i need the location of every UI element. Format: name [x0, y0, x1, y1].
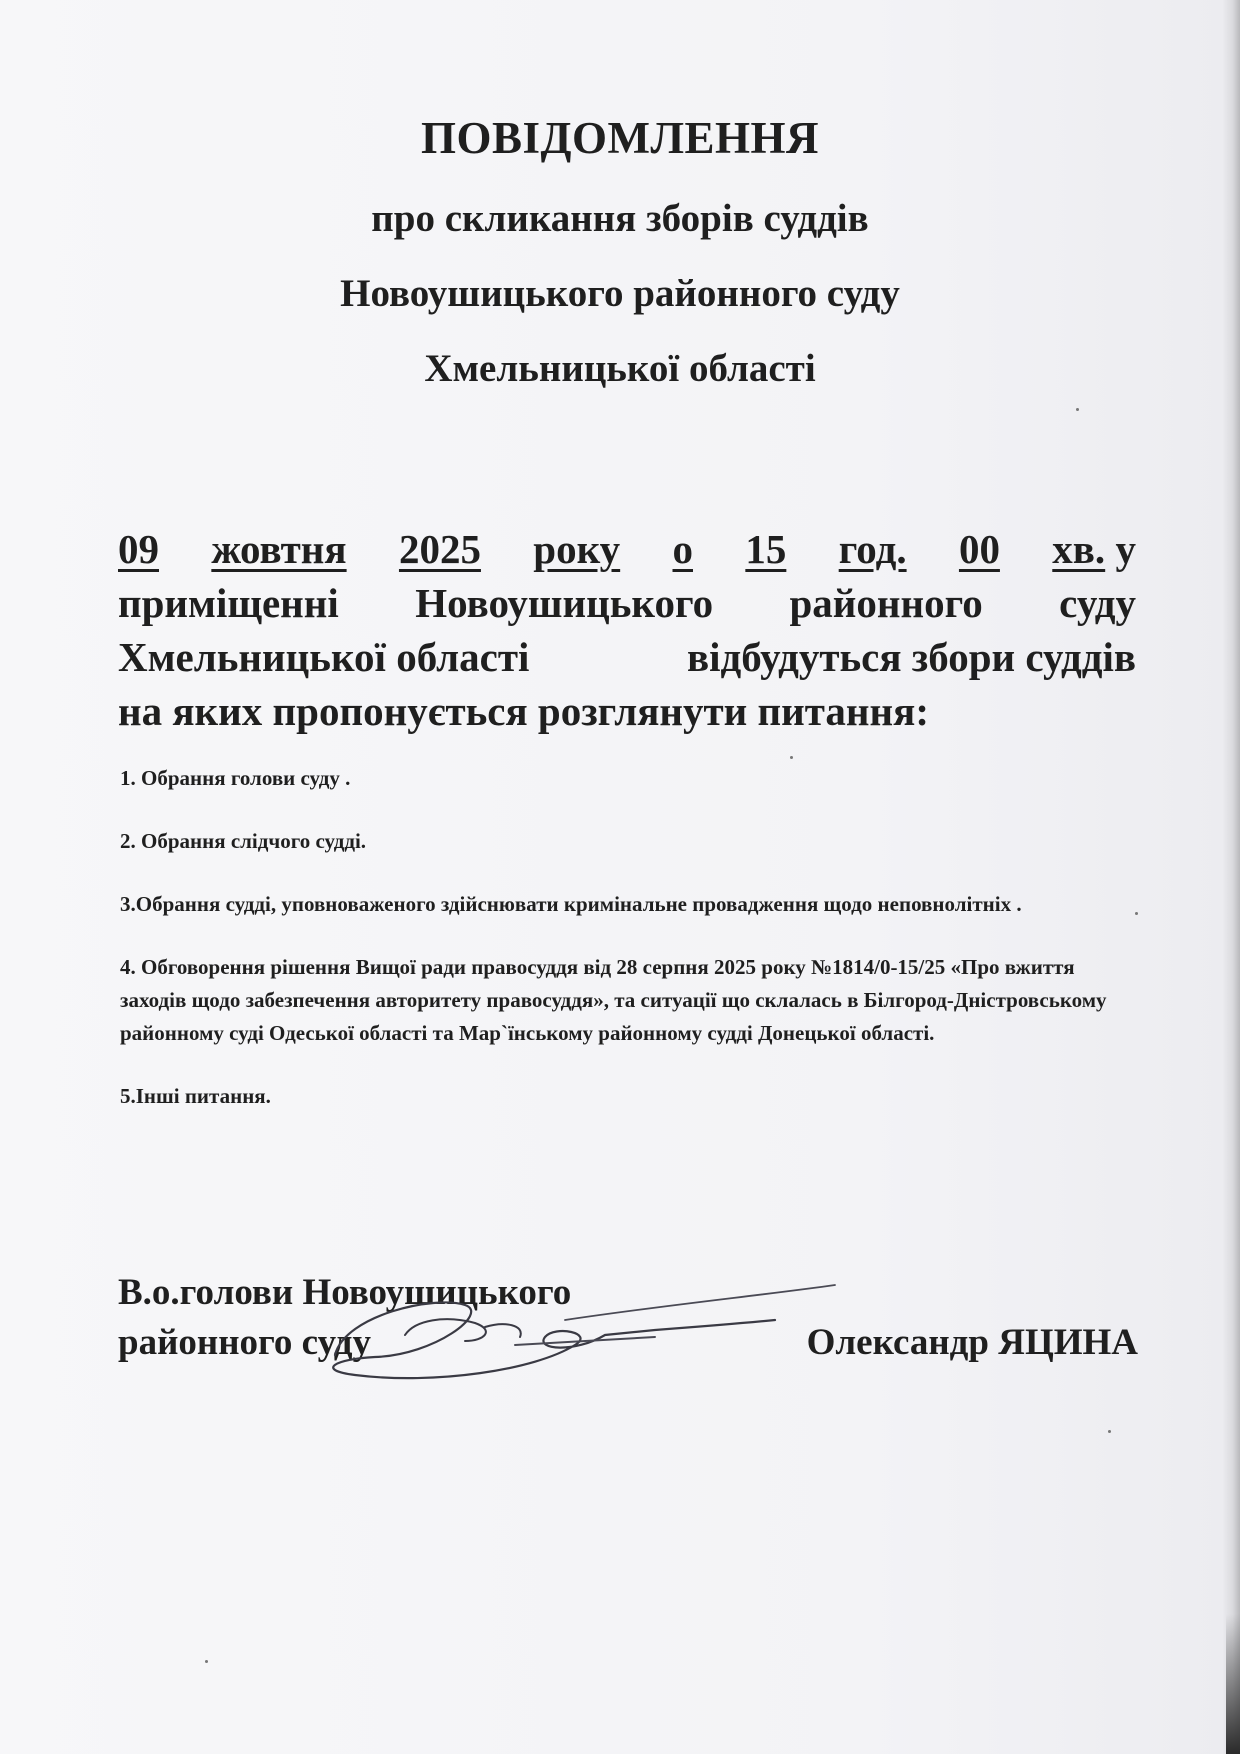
intro-word: Новоушицького — [415, 580, 714, 626]
minute-unit: хв. — [1052, 526, 1106, 572]
scan-speck — [1135, 912, 1138, 915]
agenda-item: 2. Обрання слідчого судді. — [120, 829, 367, 853]
intro-line-1 — [118, 522, 1136, 576]
meeting-hour: 15 — [745, 526, 787, 572]
intro-word: районного — [789, 580, 983, 626]
scan-corner-shadow — [1226, 1614, 1240, 1754]
scan-speck — [205, 1660, 208, 1663]
intro-line-4 — [118, 684, 1136, 738]
signer-name: Олександр ЯЦИНА — [806, 1322, 1138, 1363]
intro-region: Хмельницької області — [118, 634, 530, 680]
intro-line-3 — [118, 630, 1136, 684]
subtitle-line-1: про скликання зборів суддів — [371, 197, 869, 240]
meeting-date: 09 — [118, 526, 159, 572]
title-block — [0, 112, 1240, 391]
scan-speck — [1076, 408, 1079, 411]
intro-event: відбудуться збори суддів — [686, 634, 1136, 680]
agenda-item: 1. Обрання голови суду . — [120, 766, 351, 790]
intro-line-2 — [118, 576, 1136, 630]
intro-word: суду — [1059, 580, 1136, 626]
agenda-item: 5.Інші питання. — [120, 1084, 271, 1108]
signer-role-line-2: районного суду — [118, 1322, 371, 1363]
subtitle-line-3: Хмельницької області — [424, 347, 816, 390]
meeting-year: 2025 — [398, 526, 481, 572]
agenda-item: 4. Обговорення рішення Вищої ради правосуддя від 28 серпня 2025 року №1814/0-15/25 «Про вжиття заходів щодо забезпечення авторитету правосуддя», та ситуації що склалась в Білгород-Дністровському районному суді Одеської області та Мар`їнському районному судді Донецької області. — [120, 955, 1107, 1045]
agenda-list — [120, 762, 1140, 1143]
meeting-month: жовтня — [211, 526, 347, 572]
intro-word: приміщенні — [118, 580, 339, 626]
document-title: ПОВІДОМЛЕННЯ — [420, 113, 819, 163]
signer-role-line-1: В.о.голови Новоушицького — [118, 1272, 572, 1313]
handwritten-signature — [315, 1275, 875, 1395]
scan-speck — [1108, 1430, 1111, 1433]
agenda-item: 3.Обрання судді, уповноваженого здійснювати кримінальне провадження щодо неповнолітніх . — [120, 892, 1022, 916]
meeting-minute: 00 — [958, 526, 1000, 572]
intro-question-lead: на яких пропонується розглянути питання: — [118, 688, 929, 734]
hour-unit: год. — [838, 526, 907, 572]
intro-paragraph — [118, 522, 1136, 738]
preposition: у — [1115, 526, 1136, 572]
year-word: року — [533, 526, 621, 572]
subtitle-line-2: Новоушицького районного суду — [340, 272, 900, 315]
at-word: о — [672, 526, 693, 572]
scan-speck — [790, 756, 793, 759]
